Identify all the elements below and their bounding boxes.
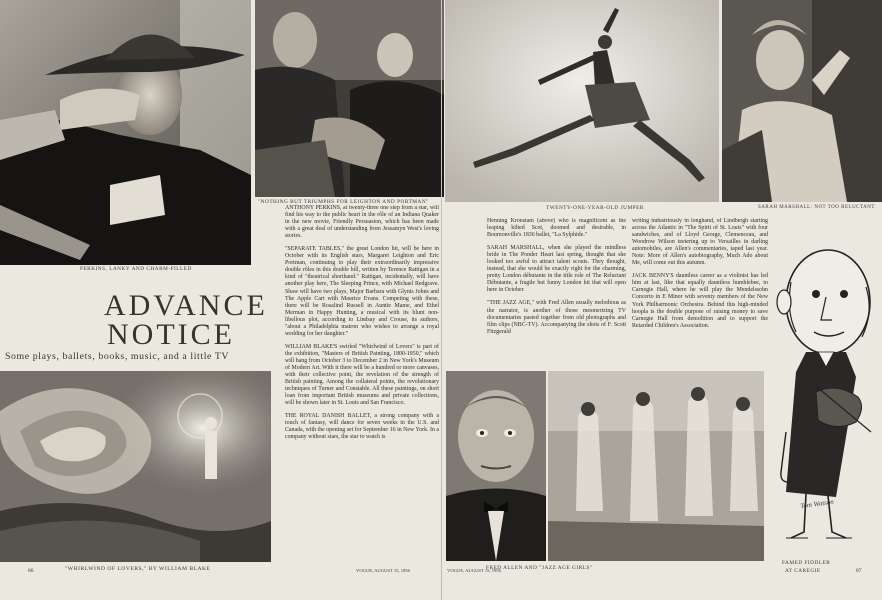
paragraph-jack-benny: JACK BENNY'S dauntless career as a violinist has led him at last, like that equally dauntless bumblebee, to Carnegie Hall, where he will play the Mendelssohn Concerto in E Minor with seventy members of the New York Philharmonic Orchestra. Behind this high-minded hoopla is the double purpose of raising money to save Carnegie Hall from demolition and to support the Retarded Children's Association. [632,273,768,329]
page-number-left: 86 [28,568,34,574]
spread-gutter [441,0,442,600]
paragraph-blake: WILLIAM BLAKE'S swirled "Whirlwind of Lovers" is part of the exhibition, "Masters of British Painting, 1800-1950," which will hang from October 3 to December 2 in New York's Museum of Modern Art. With it there will be a hundred or more canvases, with their collective point, the revelation of the strength of British painting. Among the collateral points, the revolutionary techniques of Turner and Constable. All these paintings, on short loan from important British museums and private collections, will be shown later in St. Louis and San Francisco. [285,343,439,407]
running-footer-left: VOGUE, AUGUST 15, 1956 [356,568,410,573]
caption-perkins: PERKINS, LANKY AND CHARM-FILLED [80,266,192,272]
headline-line-1: ADVANCE [104,289,268,322]
article-column-2 [487,218,626,366]
paragraph-perkins: ANTHONY PERKINS, at twenty-three one step from a star, will find his way to the public heart in the rôle of an Indiana Quaker in the new movie, Friendly Persuasion, which has been made with a great deal of understanding from Jessamyn West's loving stories. [285,205,439,240]
paragraph-fitzgerald: writing industriously in longhand, of Lindbergh starting across the Atlantic in "The Spirit of St. Louis" with four sandwiches, and of Lloyd George, Clemenceau, and Woodrow Wilson teetering up to Versailles in darling automobiles, are Allen's commentaries, taped last year. Note: More of Allen's autobiography, Much Ado about Me, will come out this autumn. [632,218,768,267]
paragraph-kronstam: Henning Kronstam (above) who is magnificent as the leaping kilted Scot, doomed and desirable, in Bournonville's 1836 ballet, "La Sylphide." [487,218,626,239]
caption-jumper: TWENTY-ONE-YEAR-OLD JUMPER [546,205,644,211]
page-number-right: 87 [856,568,862,574]
perkins-photo [0,0,251,265]
caption-whirlwind: "WHIRLWIND OF LOVERS," BY WILLIAM BLAKE [65,566,211,572]
caption-fiddler-2: AT CAREGIE [785,568,821,574]
leighton-portman-photo [255,0,444,197]
fred-allen-photo [446,371,546,561]
artist-signature: Tom Watson [799,497,835,511]
caption-fiddler-1: FAMED FIDDLER [782,560,831,566]
jazz-age-girls-photo [548,371,764,561]
article-column-3 [632,218,768,366]
caption-leighton: "NOTHING BUT TRIUMPHS FOR LEIGHTON AND PORTMAN" [258,199,429,205]
headline-line-2: NOTICE [107,318,235,351]
paragraph-danish-ballet: THE ROYAL DANISH BALLET, a strong company with a touch of fantasy, will dance for seven weeks in the U.S. and Canada, with the opening set for September 16 in New York. In a company without stars, the star to watch is [285,413,439,441]
sarah-marshall-photo [722,0,882,202]
ballet-jumper-photo [445,0,719,202]
running-footer-right: VOGUE, AUGUST 15, 1956 [447,568,501,573]
paragraph-sarah-marshall: SARAH MARSHALL, when she played the mindless bride in The Ponder Heart last spring, thought that she looked too awful to attract talent scouts. They thought, instead, that she would be exactly right for the charming, pretty London débutante in the title role of The Reluctant Débutante, a fragile but funny London hit that will open here in October. [487,245,626,294]
article-column-1 [285,205,439,563]
caption-marshall: SARAH MARSHALL: NOT TOO RELUCTANT [758,205,875,210]
paragraph-separate-tables: "SEPARATE TABLES," the great London hit, will be here in October with its English stars, Margaret Leighton and Eric Portman, continuing to play their extraordinarily impressive double rôles in this double bill, written by Terence Rattigan in a kind of "theatrical shorthand." Rattigan, incidentally, will have another play here, The Sleeping Prince, with Michael Redgrave. Shaw will have two plays, Major Barbara with Glynis Johns and The Apple Cart with Maurice Evans. Competing with these, there will be Rosalind Russell in Auntie Mame, and Ethel Merman in Happy Hunting, a musical with its blunt non-libellous plot, according to Lindsay and Crouse, its authors, "about a Philadelphia matron who wishes to arrange a royal wedding for her daughter." [285,246,439,337]
headline-subtitle: Some plays, ballets, books, music, and a little TV [5,351,230,362]
paragraph-jazz-age: "THE JAZZ AGE," with Fred Allen usually melodious as the narrator, is another of those mesmerizing TV documentaries pasted together from old photographs and film clips (NBC-TV). Accompanying the shots of F. Scott Fitzgerald [487,300,626,335]
caption-allen: FRED ALLEN AND "JAZZ AGE GIRLS" [486,565,593,571]
blake-painting [0,371,271,562]
